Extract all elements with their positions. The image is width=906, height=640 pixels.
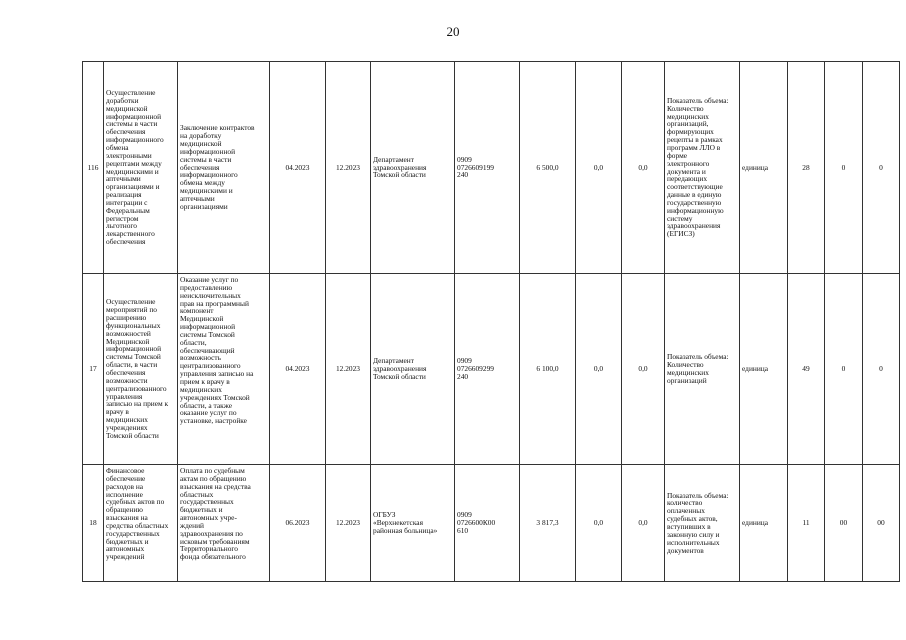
page-number: 20 bbox=[446, 24, 460, 39]
indicator-value-2: 00 bbox=[825, 465, 863, 582]
row-number: 116 bbox=[83, 62, 104, 274]
executor: ОГБУЗ «Верхнекетская районная больница» bbox=[371, 465, 455, 582]
indicator-value-2: 0 bbox=[825, 274, 863, 465]
executor: Департамент здравоохранения Томской области bbox=[371, 274, 455, 465]
budget-code: 0909 0726609299 240 bbox=[455, 274, 520, 465]
table-row bbox=[83, 62, 900, 274]
start-date: 06.2023 bbox=[270, 465, 326, 582]
indicator-value-1: 49 bbox=[788, 274, 825, 465]
end-date: 12.2023 bbox=[326, 62, 371, 274]
row-number: 18 bbox=[83, 465, 104, 582]
amount-year-3: 0,0 bbox=[622, 274, 665, 465]
indicator-value-3: 0 bbox=[863, 274, 900, 465]
program-events-table bbox=[82, 61, 900, 582]
event-name: Осуществление доработки медицинской информационной системы в части обеспечения информационного обмена электронными рецептами между медицинскими и аптечными организациями и реализация интеграции с Федеральным регистром льготного лекарственного обеспечения bbox=[104, 62, 178, 274]
indicator: Показатель объема: количество оплаченных судебных актов, вступивших в законную силу и исполнительных документов bbox=[665, 465, 740, 582]
indicator-value-3: 00 bbox=[863, 465, 900, 582]
row-number: 17 bbox=[83, 274, 104, 465]
unit: единица bbox=[740, 62, 788, 274]
budget-code: 0909 0726609199 240 bbox=[455, 62, 520, 274]
table-row bbox=[83, 465, 900, 582]
start-date: 04.2023 bbox=[270, 274, 326, 465]
amount-year-1: 6 500,0 bbox=[520, 62, 576, 274]
amount-year-1: 3 817,3 bbox=[520, 465, 576, 582]
unit: единица bbox=[740, 465, 788, 582]
indicator: Показатель объема: Количество медицинских организаций, формирующих рецепты в рамках программ ЛЛО в форме электронного документа и передающих соответствующие данные в единую государственную информационную систему здравоохранения (ЕГИСЗ) bbox=[665, 62, 740, 274]
amount-year-1: 6 100,0 bbox=[520, 274, 576, 465]
budget-code: 0909 0726600К00 610 bbox=[455, 465, 520, 582]
amount-year-3: 0,0 bbox=[622, 465, 665, 582]
indicator-value-2: 0 bbox=[825, 62, 863, 274]
executor: Департамент здравоохранения Томской области bbox=[371, 62, 455, 274]
start-date: 04.2023 bbox=[270, 62, 326, 274]
unit: единица bbox=[740, 274, 788, 465]
end-date: 12.2023 bbox=[326, 465, 371, 582]
indicator-value-1: 28 bbox=[788, 62, 825, 274]
event-description: Оказание услуг по предоставлению неисключительных прав на программный компонент Медицинской информационной системы Томской области, обеспечивающий возможность централизованного управления записью на прием к врачу в медицинских учреждениях Томской области, а также оказание услуг по установке, настройке bbox=[178, 274, 270, 465]
indicator-value-3: 0 bbox=[863, 62, 900, 274]
event-description: Оплата по судебным актам по обращению взыскания на средства областных государственных бюджетных и автономных учре- ждений здравоохранения по исковым требованиям Территориального фонда обязательного bbox=[178, 465, 270, 582]
table-row bbox=[83, 274, 900, 465]
event-name: Финансовое обеспечение расходов на исполнение судебных актов по обращению взыскания на средства областных государственных бюджетных и автономных учреждений bbox=[104, 465, 178, 582]
indicator-value-1: 11 bbox=[788, 465, 825, 582]
indicator: Показатель объема: Количество медицинских организаций bbox=[665, 274, 740, 465]
amount-year-2: 0,0 bbox=[576, 465, 622, 582]
amount-year-2: 0,0 bbox=[576, 62, 622, 274]
amount-year-3: 0,0 bbox=[622, 62, 665, 274]
event-description: Заключение контрактов на доработку медицинской информационной системы в части обеспечения информационного обмена между медицинскими и аптечными организациями bbox=[178, 62, 270, 274]
end-date: 12.2023 bbox=[326, 274, 371, 465]
amount-year-2: 0,0 bbox=[576, 274, 622, 465]
event-name: Осуществление мероприятий по расширению функциональных возможностей Медицинской информационной системы Томской области, в части обеспечения возможности централизованного управления записью на прием к врачу в медицинских учреждениях Томской области bbox=[104, 274, 178, 465]
